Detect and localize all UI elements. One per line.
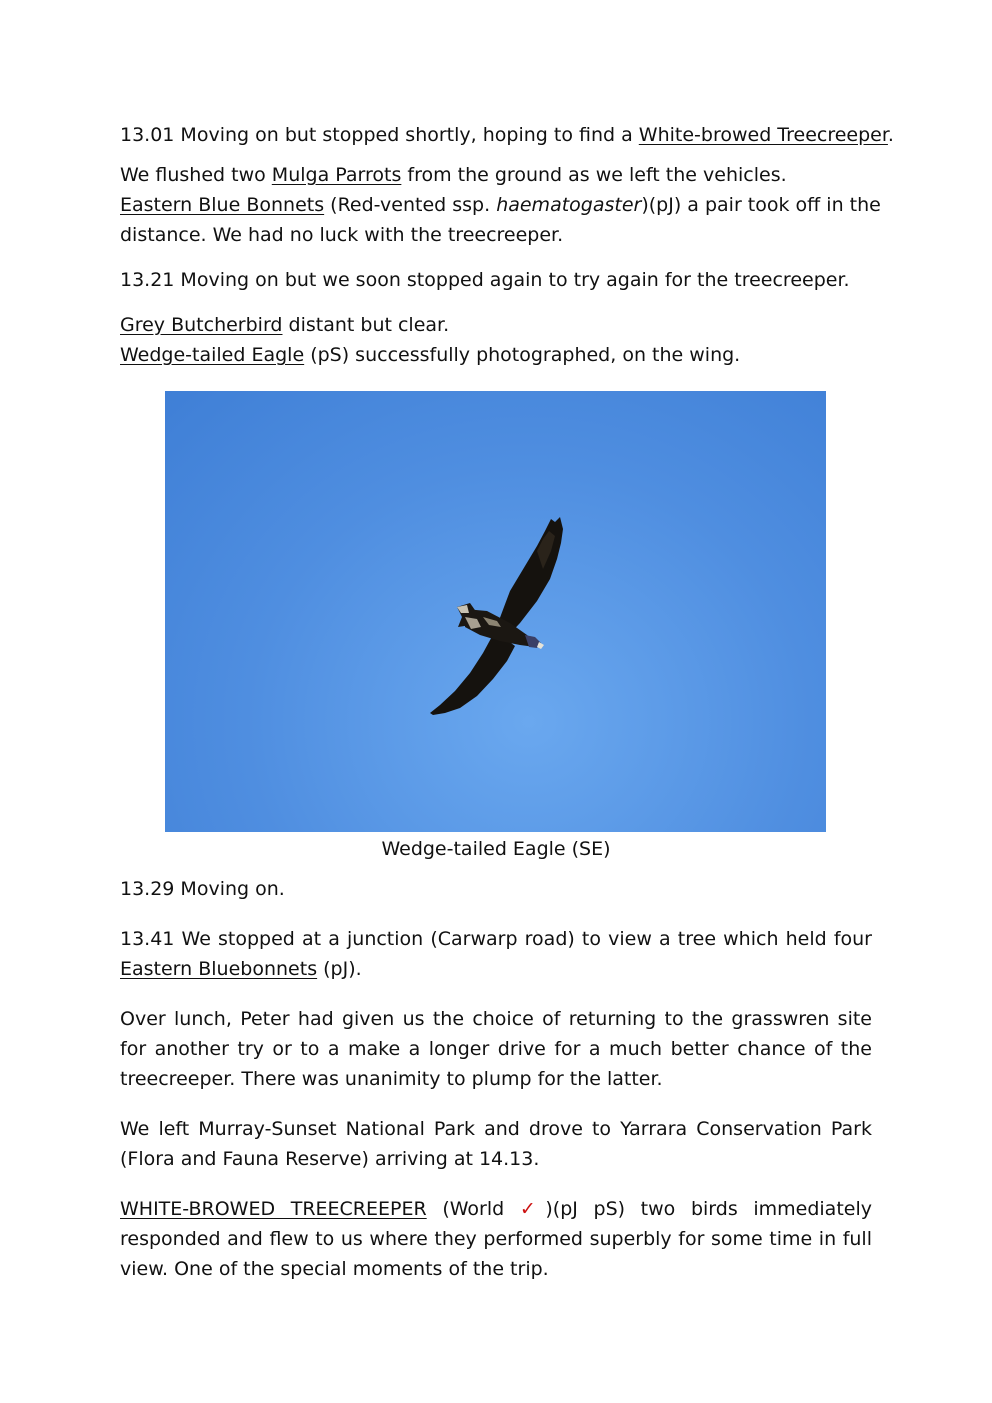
photo-caption: Wedge-tailed Eagle (SE) [381, 838, 611, 860]
text: . [887, 124, 894, 146]
species-eastern-blue-bonnets: Eastern Blue Bonnets [120, 194, 325, 216]
paragraph-parrots-bonnets [120, 160, 881, 250]
text: 13.01 Moving on but stopped shortly, hoping to find a [120, 124, 639, 146]
paragraph-lunch: Over lunch, Peter had given us the choice of returning to the grasswren site for another try or to a make a longer drive for a much better chance of the treecreeper. There was unanimity to plump for the latter. [120, 1008, 872, 1090]
species-eastern-bluebonnets: Eastern Bluebonnets [120, 958, 318, 980]
species-mulga-parrots: Mulga Parrots [271, 164, 402, 186]
species-grey-butcherbird: Grey Butcherbird [120, 314, 283, 336]
paragraph-yarrara: We left Murray-Sunset National Park and drove to Yarrara Conservation Park (Flora and Fauna Reserve) arriving at 14.13. [120, 1118, 872, 1170]
eagle-silhouette [165, 391, 826, 832]
checkmark-icon: ✓ [519, 1198, 546, 1220]
paragraph-1301 [120, 120, 894, 150]
species-white-browed-treecreeper: White-browed Treecreeper [638, 124, 888, 146]
text: distance. We had no luck with the treecreeper. [120, 224, 564, 246]
species-wedge-tailed-eagle: Wedge-tailed Eagle [120, 344, 305, 366]
text: distant but clear. [282, 314, 450, 336]
text: (Red-vented ssp. [324, 194, 497, 216]
text: )(pJ) a pair took off in the [641, 194, 881, 216]
text: from the ground as we left the vehicles. [401, 164, 787, 186]
text: We flushed two [120, 164, 272, 186]
text: (pS) successfully photographed, on the wing. [304, 344, 741, 366]
paragraph-1329: 13.29 Moving on. [120, 878, 285, 900]
text: 13.41 We stopped at a junction (Carwarp road) to view a tree which held four [120, 928, 872, 950]
species-white-browed-treecreeper-caps: WHITE-BROWED TREECREEPER [120, 1198, 427, 1220]
eagle-photo [165, 391, 826, 832]
paragraph-treecreeper [120, 1194, 872, 1284]
paragraph-butcherbird-eagle [120, 310, 872, 370]
paragraph-1341 [120, 924, 872, 984]
subspecies-name: haematogaster [496, 194, 642, 216]
text: )(pJ pS) two birds immediately responded and flew to us where they performed superbly for some time in full view. One of the special moments of the trip. [120, 1198, 872, 1280]
paragraph-1321: 13.21 Moving on but we soon stopped again to try again for the treecreeper. [120, 269, 850, 291]
text: (World [426, 1198, 520, 1220]
text: (pJ). [317, 958, 362, 980]
